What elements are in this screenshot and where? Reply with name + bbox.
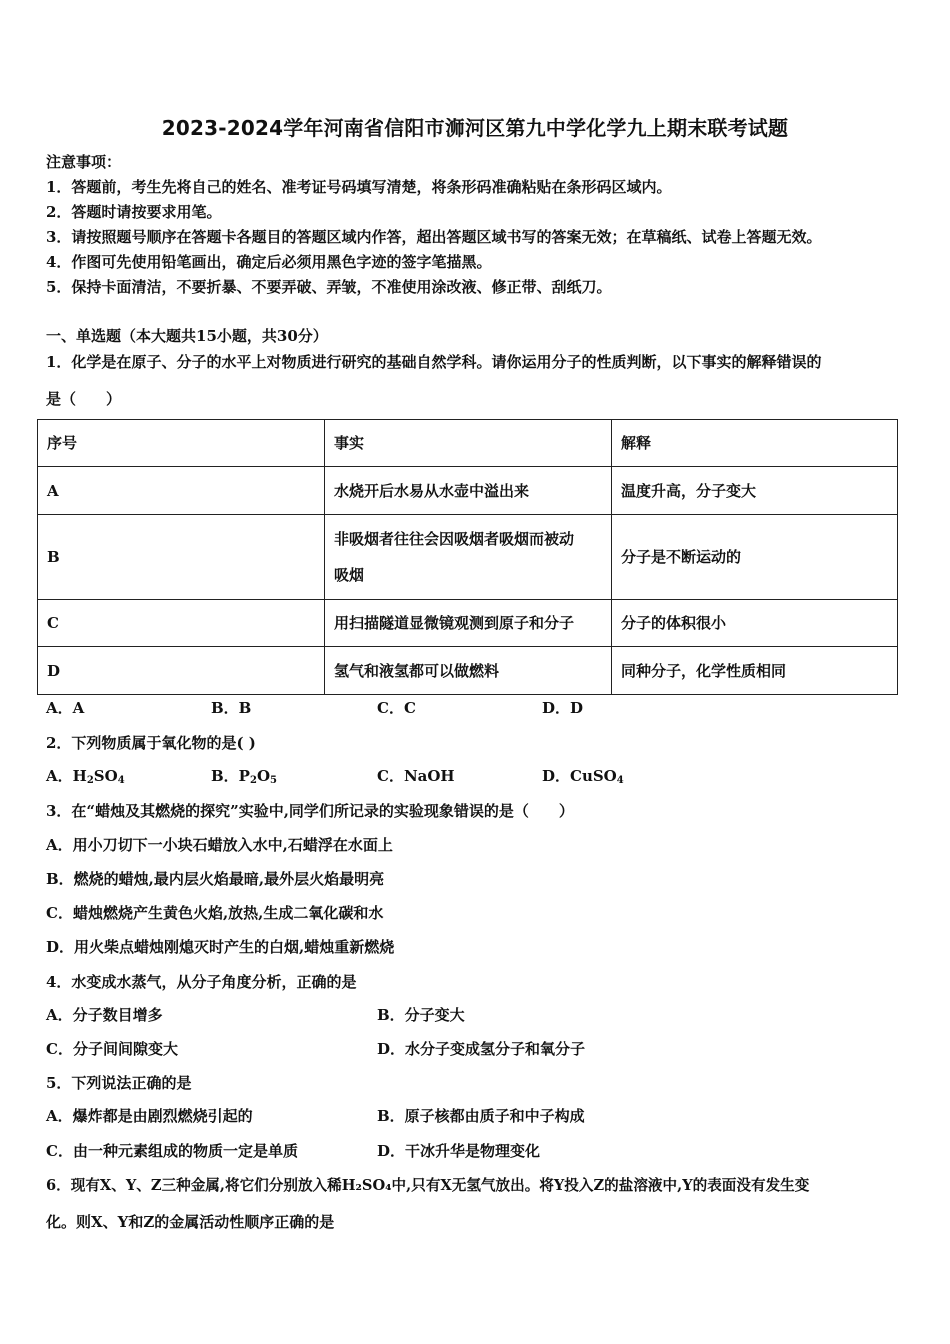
q2-stem: 2．下列物质属于氧化物的是( ): [46, 734, 256, 752]
row-a-explanation: 温度升高，分子变大: [612, 467, 898, 515]
q5-stem: 5．下列说法正确的是: [46, 1074, 192, 1092]
section-heading: 一、单选题（本大题共15小题，共30分）: [46, 327, 328, 345]
row-d-explanation: 同种分子，化学性质相同: [612, 647, 898, 695]
q1-table: [37, 419, 898, 695]
table-row: [38, 515, 898, 600]
q1-option-b: B．B: [211, 699, 252, 717]
row-c-index: C: [38, 600, 325, 647]
q3-option-c: C．蜡烛燃烧产生黄色火焰,放热,生成二氧化碳和水: [46, 904, 384, 922]
q2-b-sub2: 5: [270, 775, 277, 786]
q1-option-c: C．C: [377, 699, 416, 717]
row-b-fact-line2: 吸烟: [334, 566, 365, 584]
q2-b-mid: O: [256, 767, 271, 785]
q2-a-sub1: 2: [86, 775, 94, 786]
row-a-index: A: [38, 467, 325, 515]
notice-item-2: 2．答题时请按要求用笔。: [46, 203, 222, 221]
row-a-fact: 水烧开后水易从水壶中溢出来: [325, 467, 612, 515]
row-c-fact: 用扫描隧道显微镜观测到原子和分子: [325, 600, 612, 647]
q1-stem-line2: 是（ ）: [46, 390, 122, 408]
notice-item-4: 4．作图可先使用铅笔画出，确定后必须用黑色字迹的签字笔描黑。: [46, 253, 492, 271]
row-c-explanation: 分子的体积很小: [612, 600, 898, 647]
q4-option-d: D．水分子变成氢分子和氧分子: [377, 1040, 586, 1058]
q1-stem-line1: 1．化学是在原子、分子的水平上对物质进行研究的基础自然学科。请你运用分子的性质判断，以下事实的解释错误的: [46, 353, 822, 371]
q5-option-b: B．原子核都由质子和中子构成: [377, 1107, 585, 1125]
table-row: [38, 647, 898, 695]
q3-option-b: B．燃烧的蜡烛,最内层火焰最暗,最外层火焰最明亮: [46, 870, 385, 888]
header-cell-fact: 事实: [325, 420, 612, 467]
q2-d-text: D．CuSO: [542, 767, 617, 785]
q5-option-a: A．爆炸都是由剧烈燃烧引起的: [46, 1107, 253, 1125]
row-b-fact: [325, 515, 612, 600]
q4-option-a: A．分子数目增多: [46, 1006, 163, 1024]
q2-a-text: A．H: [46, 767, 87, 785]
notice-item-5: 5．保持卡面清洁，不要折暴、不要弄破、弄皱，不准使用涂改液、修正带、刮纸刀。: [46, 278, 612, 296]
q2-option-c: C．NaOH: [377, 767, 455, 785]
q2-b-sub1: 2: [249, 775, 257, 786]
q2-option-d: [542, 766, 624, 791]
header-cell-explanation: 解释: [612, 420, 898, 467]
q2-a-sub2: 4: [117, 775, 125, 786]
table-row: [38, 467, 898, 515]
q4-option-c: C．分子间间隙变大: [46, 1040, 178, 1058]
q2-option-a: [46, 766, 125, 791]
q3-option-d: D．用火柴点蜡烛刚熄灭时产生的白烟,蜡烛重新燃烧: [46, 938, 395, 956]
row-b-index: B: [38, 515, 325, 600]
q3-stem: 3．在“蜡烛及其燃烧的探究”实验中,同学们所记录的实验现象错误的是（ ）: [46, 802, 574, 820]
q4-option-b: B．分子变大: [377, 1006, 465, 1024]
table-row: [38, 600, 898, 647]
q1-option-d: D．D: [542, 699, 584, 717]
notice-heading: 注意事项：: [46, 153, 122, 171]
notice-item-3: 3．请按照题号顺序在答题卡各题目的答题区域内作答，超出答题区域书写的答案无效；在草稿纸、试卷上答题无效。: [46, 228, 822, 246]
document-title: 2023-2024学年河南省信阳市浉河区第九中学化学九上期末联考试题: [161, 116, 789, 140]
notice-item-1: 1．答题前，考生先将自己的姓名、准考证号码填写清楚，将条形码准确粘贴在条形码区域内。: [46, 178, 672, 196]
q5-option-d: D．干冰升华是物理变化: [377, 1142, 541, 1160]
q2-b-text: B．P: [211, 767, 250, 785]
q1-option-a: A．A: [46, 699, 85, 717]
q6-stem-line1: 6．现有X、Y、Z三种金属,将它们分别放入稀H₂SO₄中,只有X无氢气放出。将Y投入Z的盐溶液中,Y的表面没有发生变: [46, 1177, 810, 1194]
q2-option-b: [211, 766, 277, 791]
q3-option-a: A．用小刀切下一小块石蜡放入水中,石蜡浮在水面上: [46, 836, 393, 854]
row-b-fact-line1: 非吸烟者往往会因吸烟者吸烟而被动: [334, 530, 575, 548]
q4-stem: 4．水变成水蒸气，从分子角度分析，正确的是: [46, 973, 357, 991]
q2-a-mid: SO: [93, 767, 118, 785]
table-header-row: [38, 420, 898, 467]
q5-option-c: C．由一种元素组成的物质一定是单质: [46, 1142, 298, 1160]
q2-d-sub: 4: [616, 775, 624, 786]
header-cell-index: 序号: [38, 420, 325, 467]
row-d-index: D: [38, 647, 325, 695]
row-b-explanation: 分子是不断运动的: [612, 515, 898, 600]
q6-stem-line2: 化。则X、Y和Z的金属活动性顺序正确的是: [46, 1213, 335, 1231]
row-d-fact: 氢气和液氢都可以做燃料: [325, 647, 612, 695]
